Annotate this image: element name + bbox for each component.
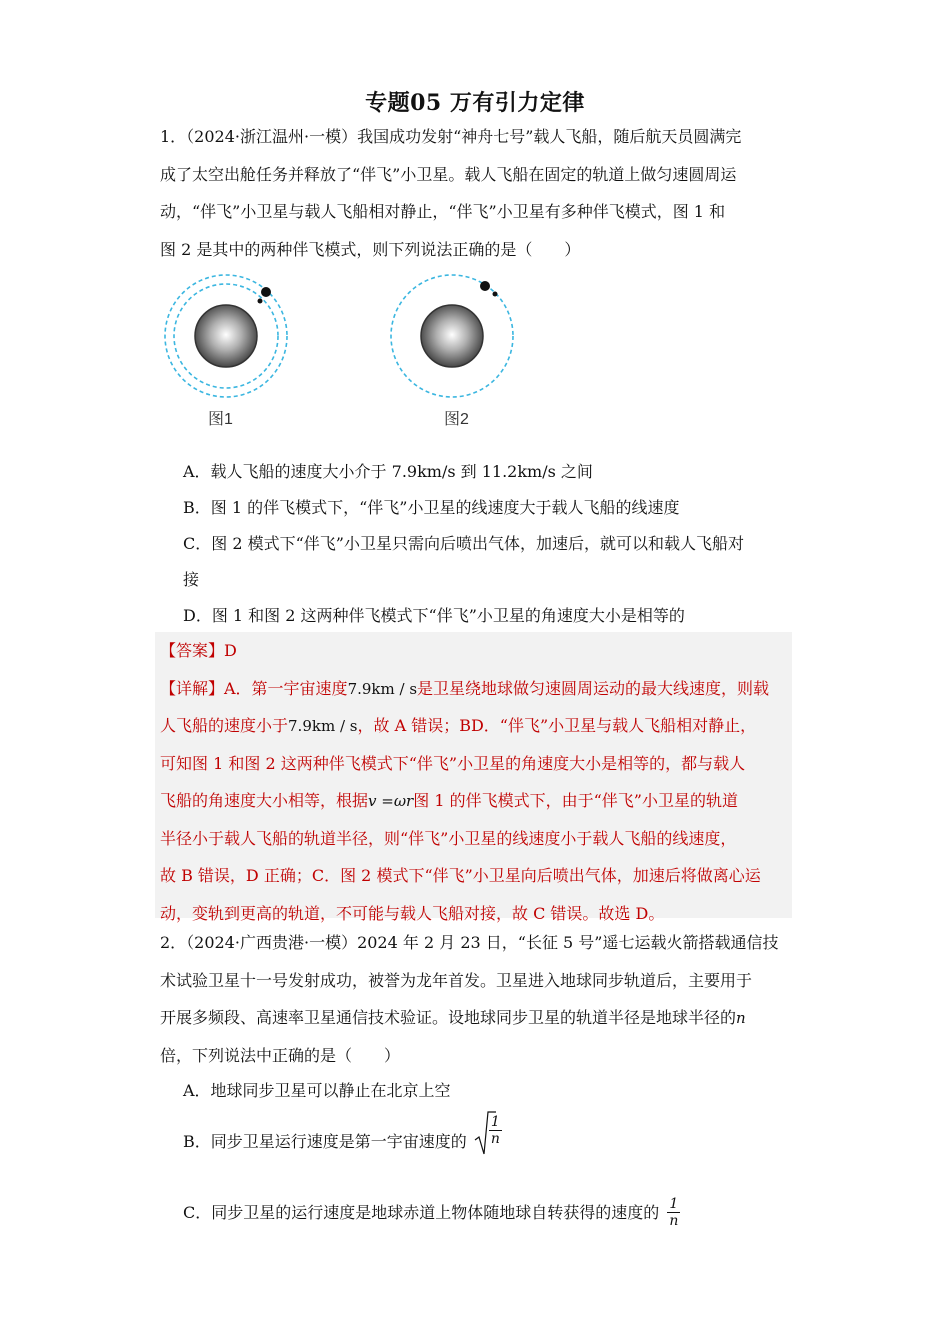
- symbol-n: n: [736, 1009, 746, 1027]
- q1-line: 1．（2024·浙江温州·一模）我国成功发射“神舟七号”载人飞船，随后航天员圆满完: [160, 127, 742, 146]
- q1-option-c: C．图 2 模式下“伴飞”小卫星只需向后喷出气体，加速后，就可以和载人飞船对: [183, 534, 744, 553]
- q1-line: 图 2 是其中的两种伴飞模式，则下列说法正确的是（ ）: [160, 239, 581, 259]
- orbit-figures: [160, 270, 560, 440]
- q1-option-d: D．图 1 和图 2 这两种伴飞模式下“伴飞”小卫星的角速度大小是相等的: [183, 606, 685, 625]
- detail-line: 半径小于载人飞船的轨道半径，则“伴飞”小卫星的线速度小于载人飞船的线速度，: [160, 828, 737, 848]
- q2-line: 术试验卫星十一号发射成功，被誉为龙年首发。卫星进入地球同步轨道后，主要用于: [160, 970, 753, 990]
- spaceship-icon: [261, 287, 271, 297]
- q2-option-b: B．同步卫星运行速度是第一宇宙速度的 $\frac{1}{n}$: [183, 1110, 496, 1156]
- formula-v-omega-r: v =ωr: [368, 792, 414, 810]
- satellite-icon: [258, 299, 263, 304]
- q1-answer-detail: [160, 632, 792, 932]
- formula-7-9: 7.9km / s: [288, 717, 358, 735]
- figure-1: [165, 275, 287, 428]
- earth-icon: [195, 305, 257, 367]
- answer-line: 【答案】D: [160, 641, 237, 660]
- earth-icon: [421, 305, 483, 367]
- q2-option-a: A．地球同步卫星可以静止在北京上空: [183, 1081, 451, 1100]
- q1-option-b: B．图 1 的伴飞模式下，“伴飞”小卫星的线速度大于载人飞船的线速度: [183, 498, 680, 517]
- q1-option-a: A．载人飞船的速度大小介于 7.9km/s 到 11.2km/s 之间: [183, 462, 593, 481]
- detail-line: 人飞船的速度小于7.9km / s，故 A 错误；BD．“伴飞”小卫星与载人飞船相对静止，: [160, 716, 757, 735]
- satellite-icon: [493, 292, 498, 297]
- detail-line: 故 B 错误，D 正确；C．图 2 模式下“伴飞”小卫星向后喷出气体，加速后将做离心运: [160, 866, 761, 885]
- q2-option-c: C．同步卫星的运行速度是地球赤道上物体随地球自转获得的速度的 $\frac{1}{n}$: [183, 1196, 679, 1229]
- figure-2-label: 图2: [444, 411, 469, 428]
- fraction-one-over-n: $\frac{1}{n}$: [669, 1196, 679, 1229]
- figure-1-label: 图1: [208, 411, 233, 428]
- detail-line: 【详解】A．第一宇宙速度7.9km / s是卫星绕地球做匀速圆周运动的最大线速度，则载: [160, 678, 770, 698]
- page-title: 专题05 万有引力定律: [365, 90, 585, 116]
- q2-line: 2．（2024·广西贵港·一模）2024 年 2 月 23 日，“长征 5 号”遥七运载火箭搭载通信技: [160, 933, 779, 952]
- sqrt-one-over-n: $\frac{1}{n}$: [474, 1110, 496, 1156]
- spaceship-icon: [480, 281, 490, 291]
- question-1-stem: [160, 118, 792, 268]
- question-2-stem: [160, 924, 792, 1074]
- q1-line: 成了太空出舱任务并释放了“伴飞”小卫星。载人飞船在固定的轨道上做匀速圆周运: [160, 164, 737, 184]
- detail-line: 动，变轨到更高的轨道，不可能与载人飞船对接，故 C 错误。故选 D。: [160, 903, 665, 923]
- q2-line: 开展多频段、高速率卫星通信技术验证。设地球同步卫星的轨道半径是地球半径的n: [160, 1008, 746, 1027]
- formula-7-9: 7.9km / s: [347, 679, 418, 698]
- figure-2: [391, 275, 513, 428]
- q2-line: 倍，下列说法中正确的是（ ）: [160, 1045, 401, 1065]
- q1-option-c-cont: 接: [183, 570, 200, 589]
- detail-line: 飞船的角速度大小相等，根据v =ωr图 1 的伴飞模式下，由于“伴飞”小卫星的轨道: [160, 791, 738, 810]
- q1-line: 动，“伴飞”小卫星与载人飞船相对静止，“伴飞”小卫星有多种伴飞模式，图 1 和: [160, 202, 726, 221]
- detail-line: 可知图 1 和图 2 这两种伴飞模式下“伴飞”小卫星的角速度大小是相等的，都与载人: [160, 753, 746, 773]
